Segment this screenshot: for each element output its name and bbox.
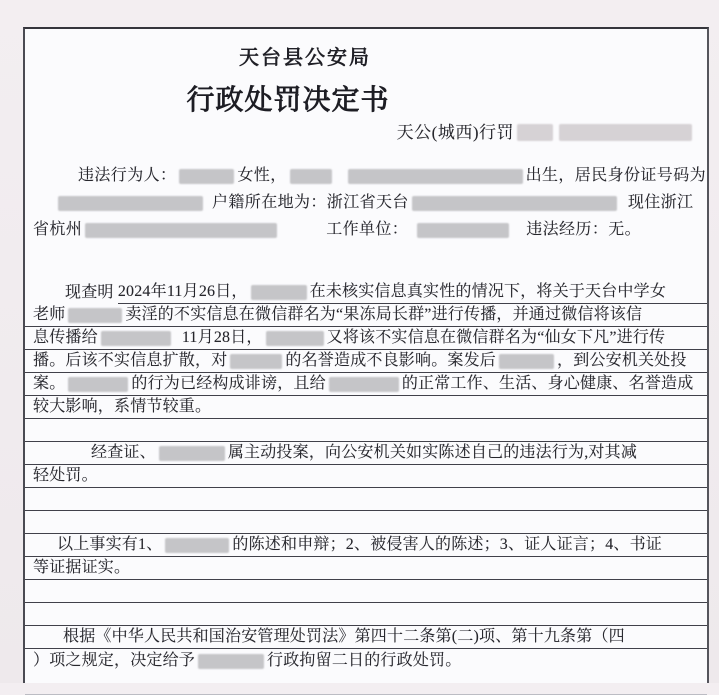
document-line: [25, 626, 707, 649]
document-line: [25, 580, 707, 603]
document-line: [25, 304, 707, 327]
redaction-bar: [499, 354, 554, 369]
document-line: [25, 534, 707, 557]
redaction-bar: [559, 124, 692, 141]
document-line: [25, 373, 707, 396]
document-line: [25, 511, 707, 534]
document-page: [23, 27, 709, 683]
document-line: [25, 488, 707, 511]
text-run: 播。后该不实信息扩散，对: [33, 352, 228, 369]
text-run: 老师: [33, 306, 66, 323]
text-run: 又将该不实信息在微信群名为“仙女下凡”进行传: [326, 329, 666, 346]
document-line: [25, 603, 707, 626]
redaction-bar: [198, 654, 264, 669]
document-line: [25, 557, 707, 580]
text-run: ）项之规定，决定给予: [33, 652, 196, 669]
redaction-bar: [101, 331, 171, 346]
text-run: 违法行为人：: [78, 167, 177, 184]
document-line: [25, 419, 707, 442]
document-line: [25, 442, 707, 465]
redaction-bar: [230, 354, 282, 369]
document-line: [25, 649, 707, 672]
redaction-bar: [165, 538, 229, 553]
document-number-prefix: 天公(城西)行罚: [396, 123, 514, 142]
document-number-line: [25, 119, 707, 143]
redaction-bar: [348, 169, 523, 184]
document-line: [25, 672, 707, 695]
redaction-bar: [290, 169, 332, 184]
text-run: 女性，: [237, 167, 287, 184]
document-line: [33, 186, 701, 213]
redaction-bar: [68, 308, 122, 323]
text-run: 根据《中华人民共和国治安管理处罚法》第四十二条第(二)项、第十九条第（四: [63, 628, 625, 645]
redaction-bar: [329, 377, 399, 392]
redaction-bar: [412, 196, 617, 211]
redaction-bar: [85, 223, 277, 238]
text-run: 的行为已经构成诽谤，且给: [131, 375, 326, 392]
redaction-bar: [417, 223, 509, 238]
text-run: 违法经历：无。: [526, 221, 642, 238]
text-run: 工作单位：: [326, 221, 409, 238]
text-run: 省杭州: [33, 221, 83, 238]
redaction-bar: [179, 169, 234, 184]
redaction-bar: [58, 196, 203, 211]
case-findings-section: [25, 281, 707, 695]
redaction-bar: [251, 285, 307, 300]
text-run: 案。: [33, 375, 66, 392]
text-run: 经查证、: [91, 444, 156, 461]
document-line: [25, 281, 707, 304]
redaction-bar: [266, 331, 324, 346]
text-run: 以上事实有1、: [57, 536, 163, 553]
text-run: 轻处罚。: [33, 467, 98, 484]
document-line: [25, 396, 707, 419]
text-run: 较大影响，系情节较重。: [33, 398, 212, 415]
document-line: [33, 159, 707, 186]
text-run: 的正常工作、生活、身心健康、名誉造成: [401, 375, 694, 392]
text-run: 的陈述和申辩；2、被侵害人的陈述；3、证人证言；4、书证: [232, 536, 663, 553]
document-title: 行政处罚决定书: [186, 85, 390, 116]
text-run: 行政拘留二日的行政处罚。: [267, 652, 462, 669]
document-line: [25, 327, 707, 350]
redaction-bar: [68, 377, 128, 392]
document-header: [25, 41, 585, 118]
text-run: 卖淫的不实信息在微信群名为“果冻局长群”进行传播，并通过微信将该信: [125, 306, 643, 323]
text-run: 在未核实信息真实性的情况下，将关于天台中学女: [309, 283, 667, 300]
text-run: 等证据证实。: [33, 559, 131, 576]
text-run: 2024年11月26日，: [117, 283, 248, 300]
text-run: 11月28日，: [181, 329, 263, 346]
text-run: ，到公安机关处投: [557, 352, 687, 369]
issuing-agency: 天台县公安局: [239, 47, 371, 69]
text-run: 现住浙江: [627, 194, 694, 211]
ruled-fill: [118, 281, 707, 304]
text-run: 属主动投案，向公安机关如实陈述自己的违法行为,对其减: [227, 444, 638, 461]
redaction-bar: [517, 124, 553, 141]
paragraph-label: 现查明: [65, 284, 118, 301]
text-run: 的名誉造成不良影响。案发后: [285, 352, 497, 369]
document-line: [33, 213, 701, 240]
document-line: [25, 350, 707, 373]
text-run: 息传播给: [33, 329, 98, 346]
document-line: [25, 465, 707, 488]
text-run: 户籍所在地为：浙江省天台: [212, 194, 409, 211]
offender-info-section: [33, 159, 707, 240]
redaction-bar: [159, 446, 225, 461]
text-run: 出生，居民身份证号码为: [525, 167, 707, 184]
